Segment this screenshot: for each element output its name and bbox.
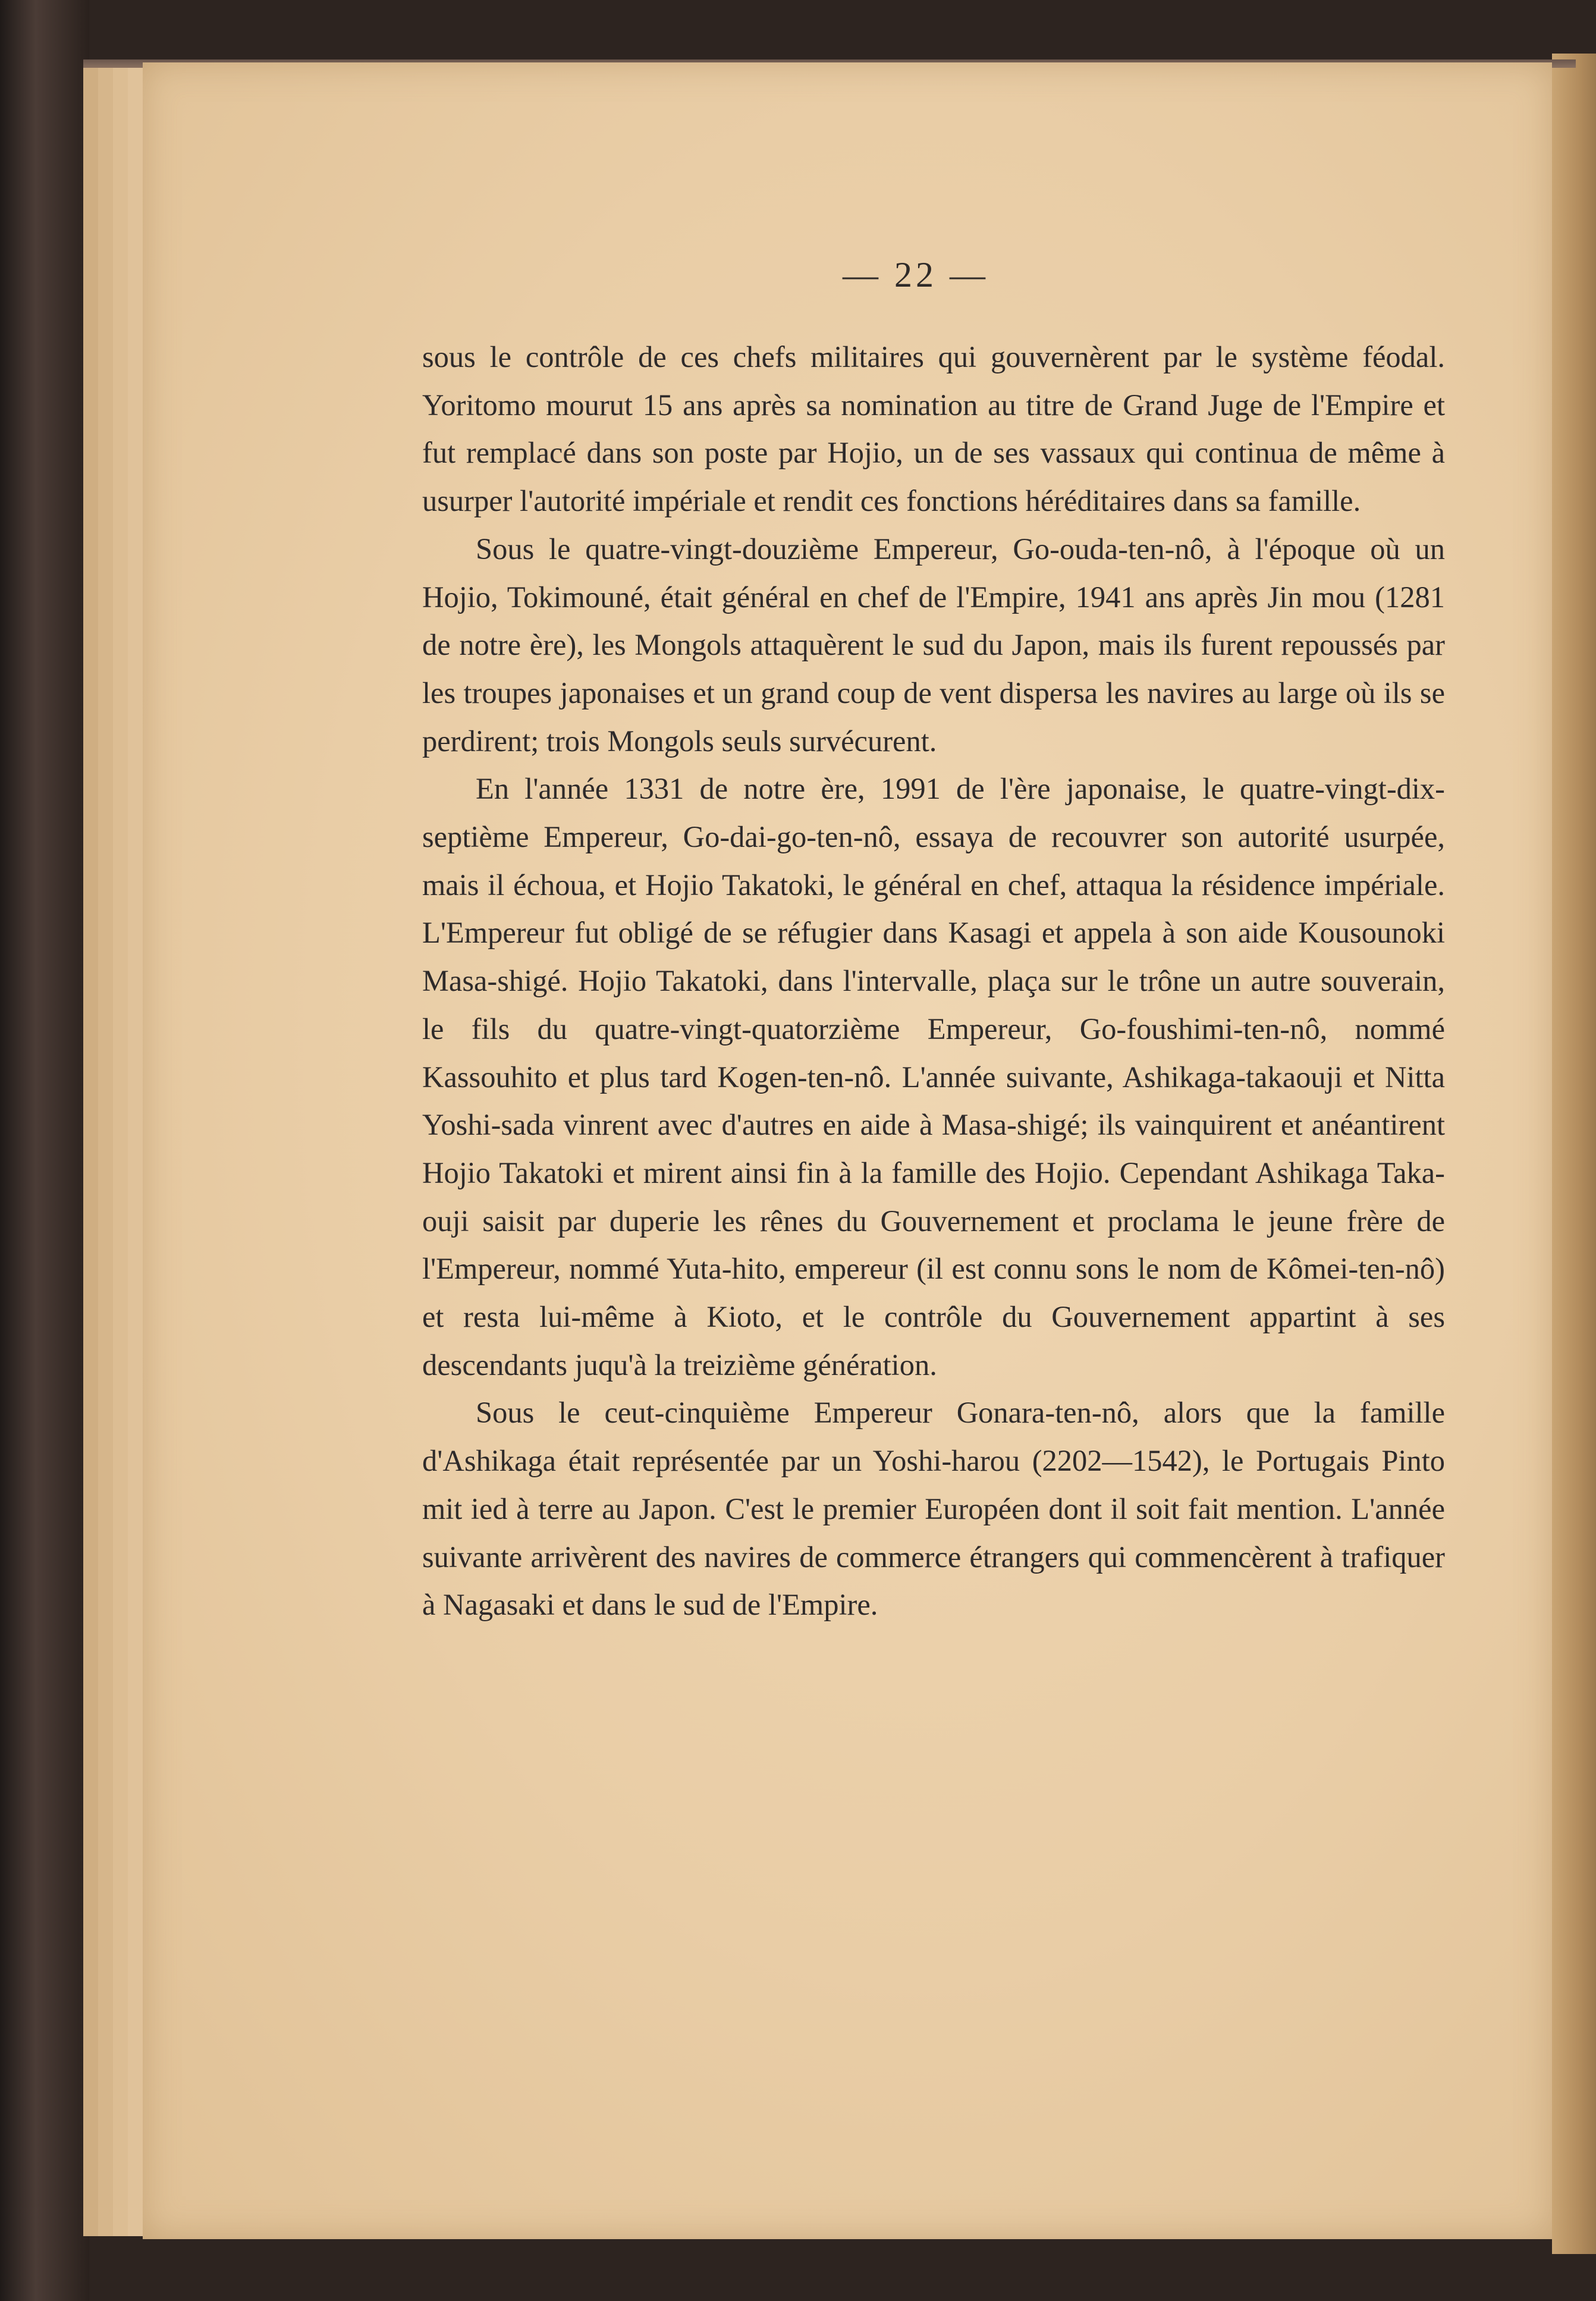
paragraph-2: Sous le quatre-vingt-douzième Empereur, Go-ouda-ten-nô, à l'époque où un Hojio, Tokimouné, était général en chef de l'Empire, 1941 ans après Jin mou (1281 de notre ère), les Mongols attaquèrent le sud du Japon, mais ils furent repoussés par les troupes japonaises et un grand coup de vent dispersa les navires au large où ils se perdirent; trois Mongols seuls survécurent. [422, 532, 1445, 758]
facing-leaf-edge [1552, 54, 1596, 2254]
paragraph-1: sous le contrôle de ces chefs militaires qui gouvernèrent par le système féodal. Yoritomo mourut 15 ans après sa nomination au titre de Grand Juge de l'Empire et fut remplacé dans son poste par Hojio, un de ses vassaux qui continua de même à usurper l'autorité impériale et rendit ces fonctions héréditaires dans sa famille. [422, 340, 1445, 518]
body-text [422, 333, 1445, 1629]
paragraph-4: Sous le ceut-cinquième Empereur Gonara-ten-nô, alors que la famille d'Ashikaga était représentée par un Yoshi-harou (2202—1542), le Portugais Pinto mit ied à terre au Japon. C'est le premier Européen dont il soit fait mention. L'année suivante arrivèrent des navires de commerce étrangers qui commencèrent à trafiquer à Nagasaki et dans le sud de l'Empire. [422, 1396, 1445, 1622]
paragraph-3: En l'année 1331 de notre ère, 1991 de l'ère japonaise, le quatre-vingt-dix-septième Empereur, Go-dai-go-ten-nô, essaya de recouvrer son autorité usurpée, mais il échoua, et Hojio Takatoki, le général en chef, attaqua la résidence impériale. L'Empereur fut obligé de se réfugier dans Kasagi et appela à son aide Kousounoki Masa-shigé. Hojio Takatoki, dans l'intervalle, plaça sur le trône un autre souverain, le fils du quatre-vingt-quatorzième Empereur, Go-foushimi-ten-nô, nommé Kassouhito et plus tard Kogen-ten-nô. L'année suivante, Ashikaga-takaouji et Nitta Yoshi-sada vinrent avec d'autres en aide à Masa-shigé; ils vainquirent et anéantirent Hojio Takatoki et mirent ainsi fin à la famille des Hojio. Cependant Ashikaga Taka-ouji saisit par duperie les rênes du Gouvernement et proclama le jeune frère de l'Empereur, nommé Yuta-hito, empereur (il est connu sons le nom de Kômei-ten-nô) et resta lui-même à Kioto, et le contrôle du Gouvernement appartint à ses descendants juqu'à la treizième génération. [422, 772, 1445, 1382]
page-number: — 22 — [843, 255, 989, 294]
book-binding [0, 0, 89, 2301]
